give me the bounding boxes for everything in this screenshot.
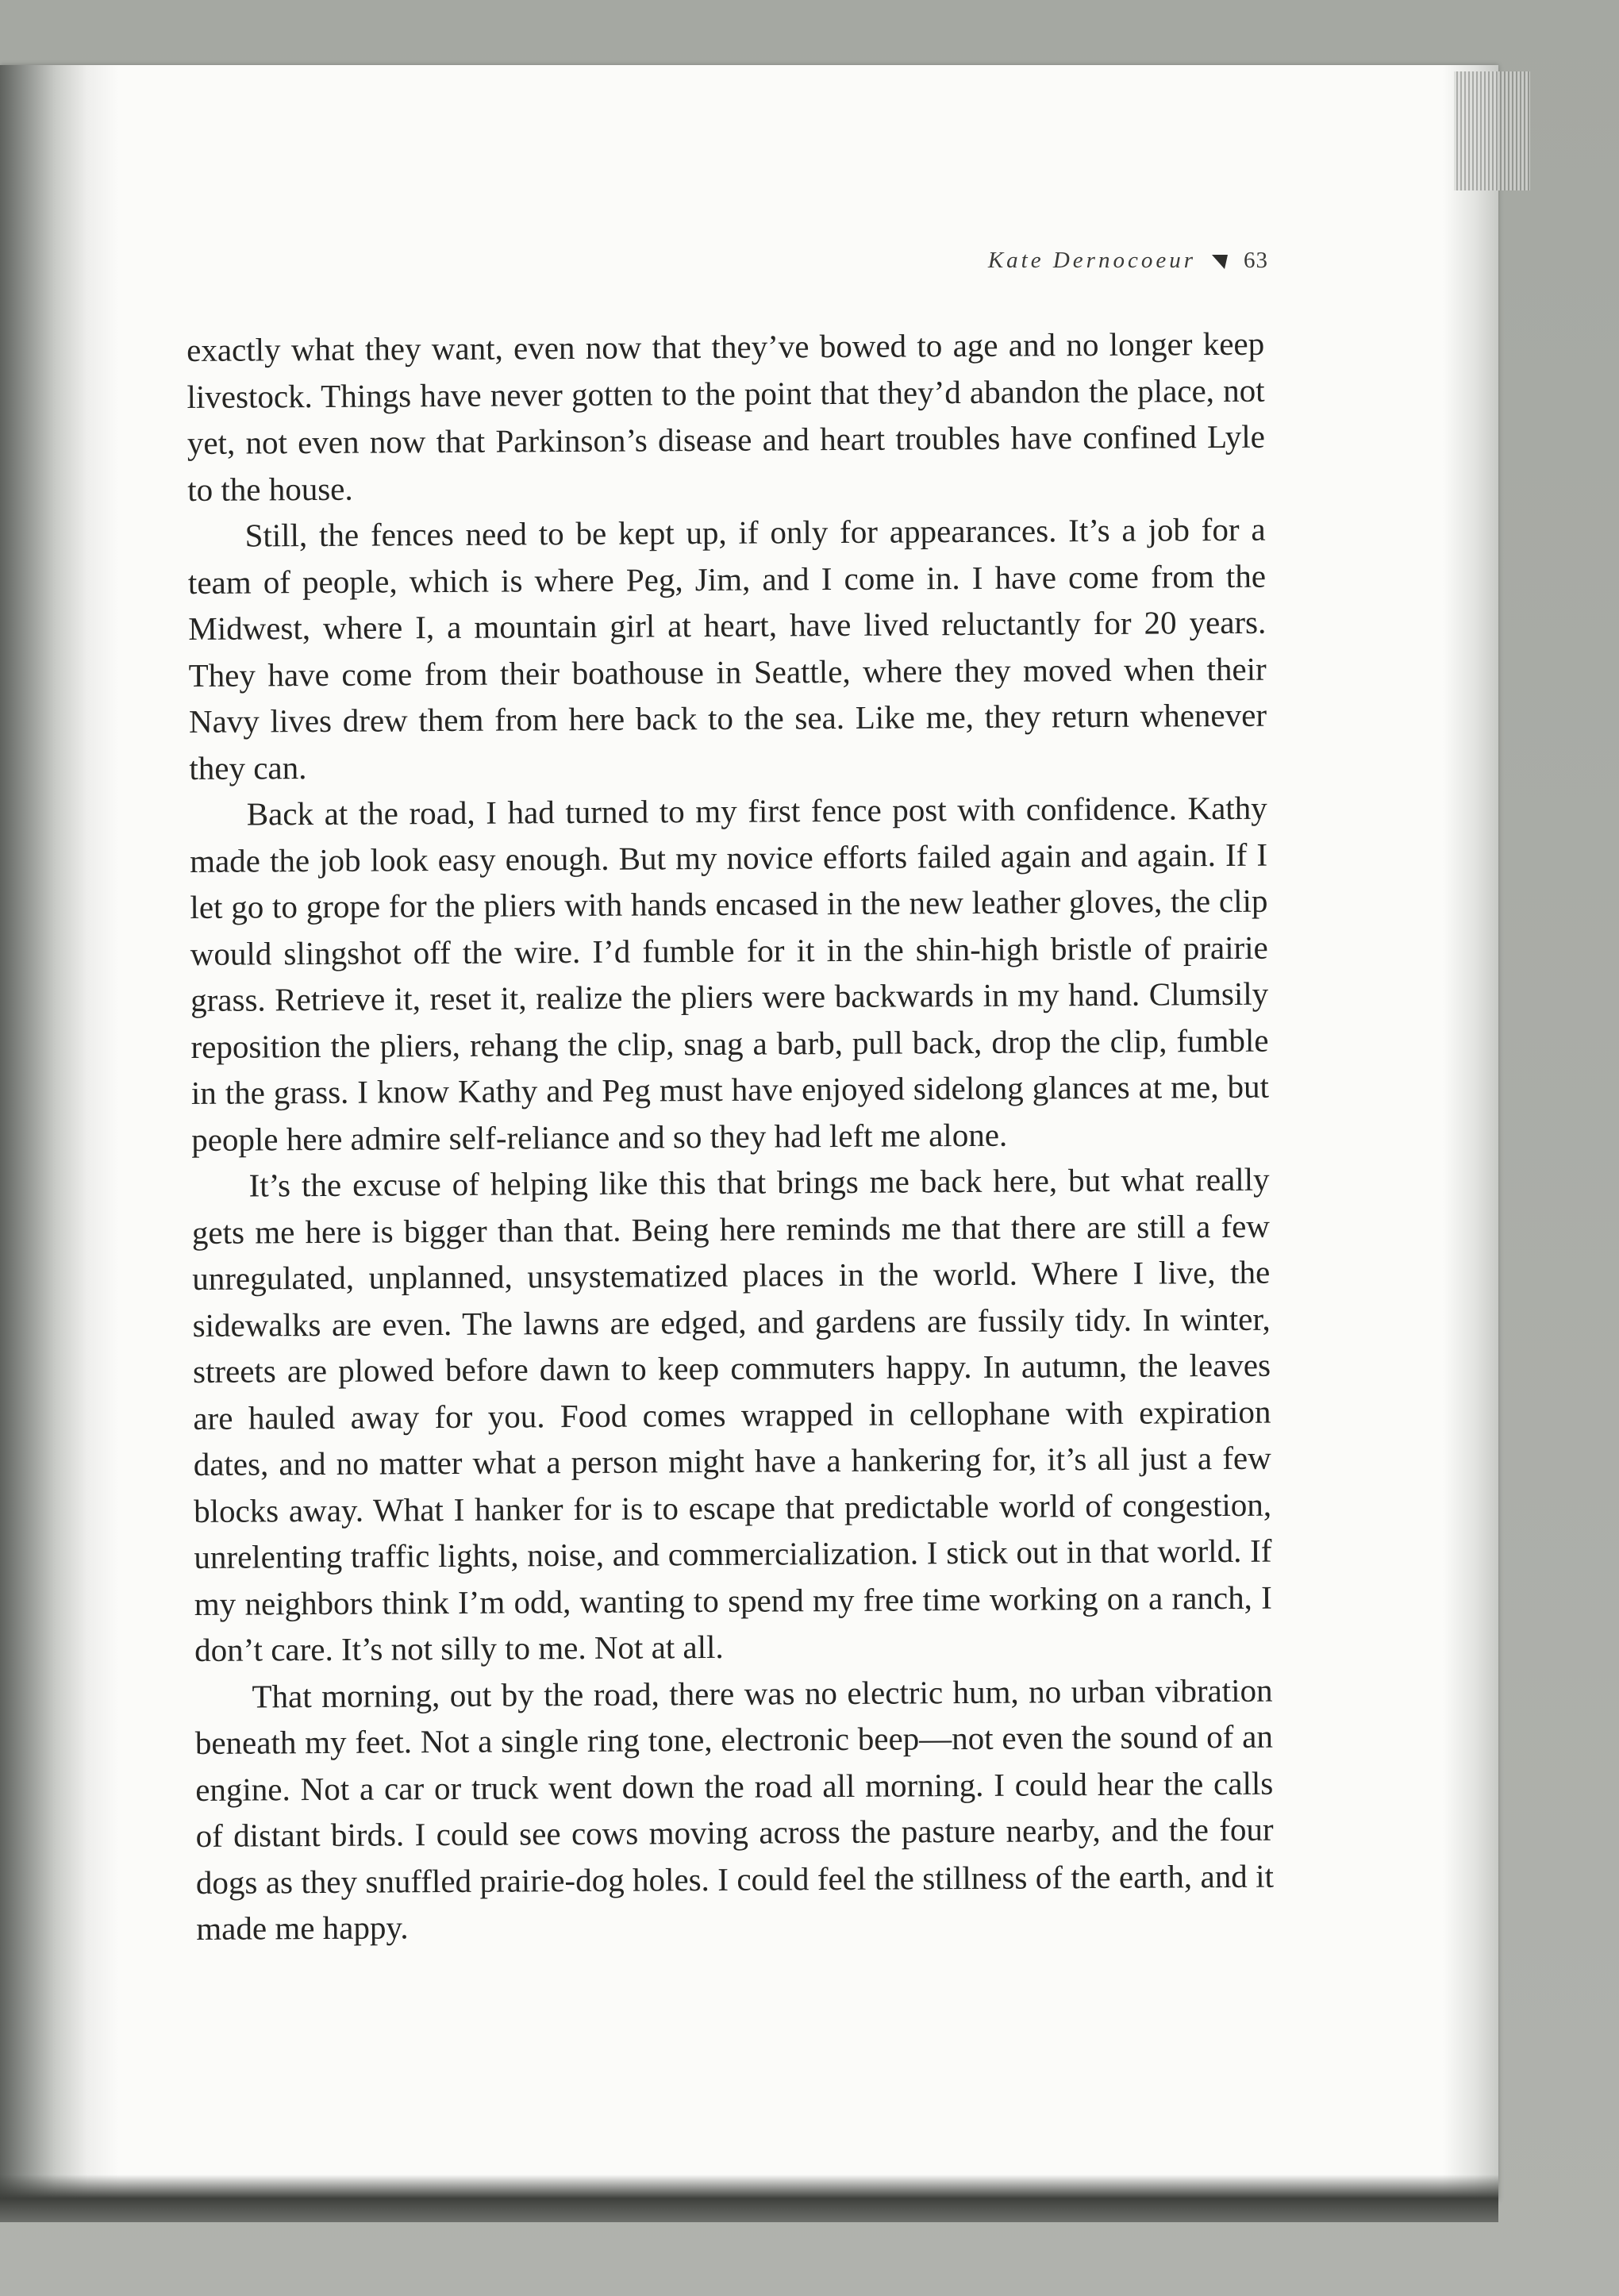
body-text <box>187 321 1274 1952</box>
paragraph-5: That morning, out by the road, there was no electric hum, no urban vibration beneath my feet. Not a single ring tone, electronic beep—not even the sound of an engine. Not a car or truck went down the road all morning. I could hear the calls of distant birds. I could see cows moving across the pasture nearby, and the four dogs as they snuffled prairie-dog holes. I could feel the stillness of the earth, and it made me happy. <box>194 1671 1275 1947</box>
page-number: 63 <box>1244 248 1268 273</box>
triangle-marker-icon <box>1210 252 1229 271</box>
page-edge-shadow <box>1443 65 1498 2200</box>
paragraph-2: Still, the fences need to be kept up, if only for appearances. It’s a job for a team of people, which is where Peg, Jim, and I come in. I have come from the Midwest, where I, a mountain girl at heart, have lived reluctantly for 20 years. They have come from their boathouse in Seattle, where they moved when their Navy lives drew them from here back to the sea. Like me, they return whenever they can. <box>187 510 1267 786</box>
spine-shadow <box>0 65 119 2200</box>
paragraph-1: exactly what they want, even now that they’ve bowed to age and no longer keep livestock. Things have never gotten to the point that they’d abandon the place, not yet, not even now that Parkinson’s disease and heart troubles have confined Lyle to the house. <box>187 325 1266 508</box>
paragraph-3: Back at the road, I had turned to my first fence post with confidence. Kathy made the job look easy enough. But my novice efforts failed again and again. If I let go to grope for the pliers with hands encased in the new leather gloves, the clip would slingshot off the wire. I’d fumble for it in the shin-high bristle of prairie grass. Retrieve it, reset it, realize the pliers were backwards in my hand. Clumsily reposition the pliers, rehang the clip, snag a barb, pull back, drop the clip, fumble in the grass. I know Kathy and Peg must have enjoyed sidelong glances at me, but people here admire self-reliance and so they had left me alone. <box>189 789 1270 1158</box>
book-page <box>0 65 1498 2200</box>
bottom-edge-shadow <box>0 2175 1498 2222</box>
page-stack-edges <box>1454 71 1530 190</box>
header-author: Kate Dernocoeur <box>987 248 1196 273</box>
paragraph-4: It’s the excuse of helping like this that brings me back here, but what really gets me here is bigger than that. Being here reminds me that there are still a few unregulated, unplanned, unsystematized places in the world. Where I live, the sidewalks are even. The lawns are edged, and gardens are fussily tidy. In winter, streets are plowed before dawn to keep commuters happy. In autumn, the leaves are hauled away for you. Food comes wrapped in cellophane with expiration dates, and no matter what a person might have a hankering for, it’s all just a few blocks away. What I hanker for is to escape that predictable world of congestion, unrelenting traffic lights, noise, and commercialization. I stick out in that world. If my neighbors think I’m odd, wanting to spend my free time working on a ranch, I don’t care. It’s not silly to me. Not at all. <box>191 1160 1272 1668</box>
running-header <box>988 248 1268 274</box>
